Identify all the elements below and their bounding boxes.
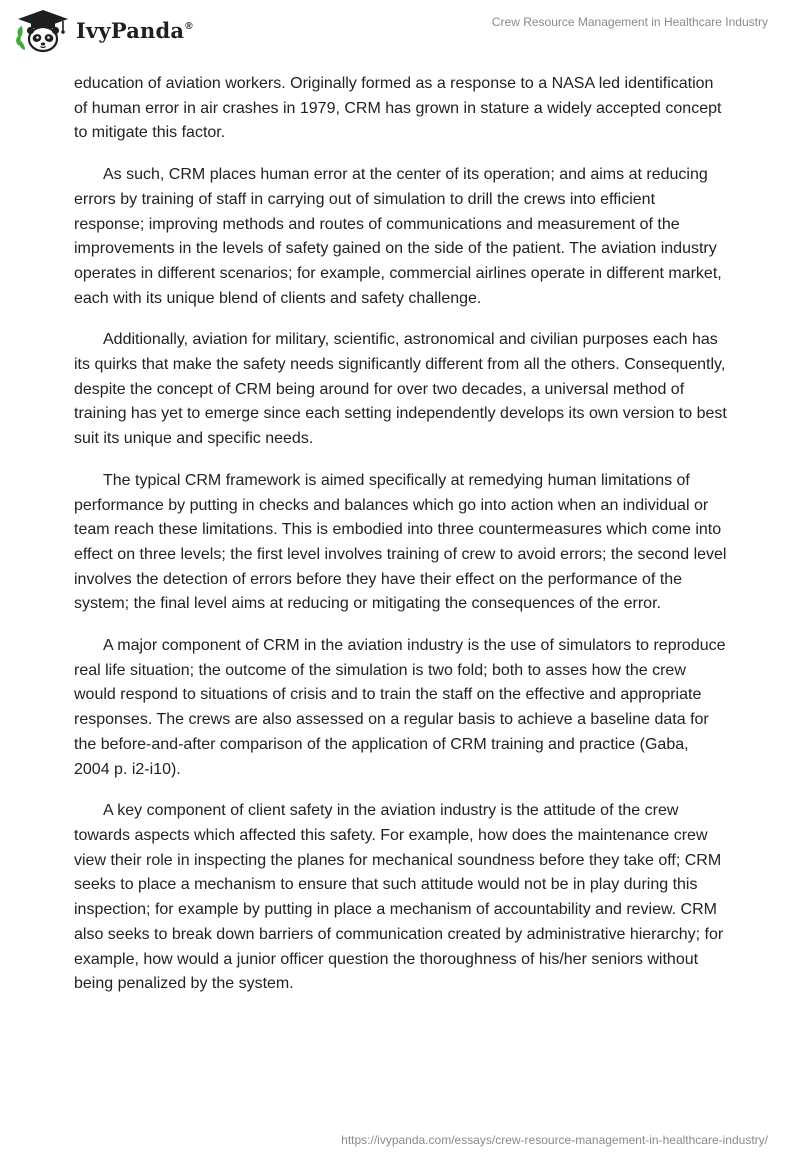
essay-body <box>74 72 728 1014</box>
paragraph: As such, CRM places human error at the center of its operation; and aims at reducing errors by training of staff in carrying out of simulation to drill the crews into efficient response; improving methods and routes of communications and measurement of the improvements in the levels of safety gained on the side of the patient. The aviation industry operates in different scenarios; for example, commercial airlines operate in different market, each with its unique blend of clients and safety challenge. <box>74 166 722 307</box>
paragraph: A major component of CRM in the aviation industry is the use of simulators to reproduce real life situation; the outcome of the simulation is two fold; both to asses how the crew would respond to situations of crisis and to train the staff on the effective and appropriate responses. The crews are also assessed on a regular basis to achieve a baseline data for the before-and-after comparison of the application of CRM training and practice (Gaba, 2004 p. i2-i10). <box>74 637 726 778</box>
paragraph: education of aviation workers. Originally formed as a response to a NASA led identification of human error in air crashes in 1979, CRM has grown in stature a widely accepted concept to mitigate this factor. <box>74 75 722 142</box>
paragraph: A key component of client safety in the aviation industry is the attitude of the crew towards aspects which affected this safety. For example, how does the maintenance crew view their role in inspecting the planes for mechanical soundness before they take off; CRM seeks to place a mechanism to ensure that such attitude would not be in play during this inspection; for example by putting in place a mechanism of accountability and review. CRM also seeks to break down barriers of communication created by administrative hierarchy; for example, how would a junior officer question the thoroughness of his/her seniors without being penalized by the system. <box>74 802 724 993</box>
brand-name <box>76 18 193 43</box>
brand-label: IvyPanda <box>76 17 185 43</box>
registered-mark: ® <box>185 20 193 32</box>
paragraph: Additionally, aviation for military, scientific, astronomical and civilian purposes each has its quirks that make the safety needs significantly different from all the others. Consequently, despite the concept of CRM being around for over two decades, a universal method of training has yet to emerge since each setting independently develops its own version to best suit its unique and specific needs. <box>74 331 727 448</box>
paragraph: The typical CRM framework is aimed specifically at remedying human limitations of performance by putting in checks and balances which go into action when an individual or team reach these limitations. This is embodied into three countermeasures which come into effect on three levels; the first level involves training of crew to avoid errors; the second level involves the detection of errors before they have their effect on the performance of the system; the final level aims at reducing or mitigating the consequences of the error. <box>74 471 727 613</box>
panda-graduation-cap-icon <box>14 8 72 54</box>
document-title: Crew Resource Management in Healthcare Industry <box>491 15 768 29</box>
page-header <box>0 0 800 62</box>
ivypanda-logo[interactable] <box>14 8 193 54</box>
source-url[interactable]: https://ivypanda.com/essays/crew-resource-management-in-healthcare-industry/ <box>341 1133 768 1147</box>
